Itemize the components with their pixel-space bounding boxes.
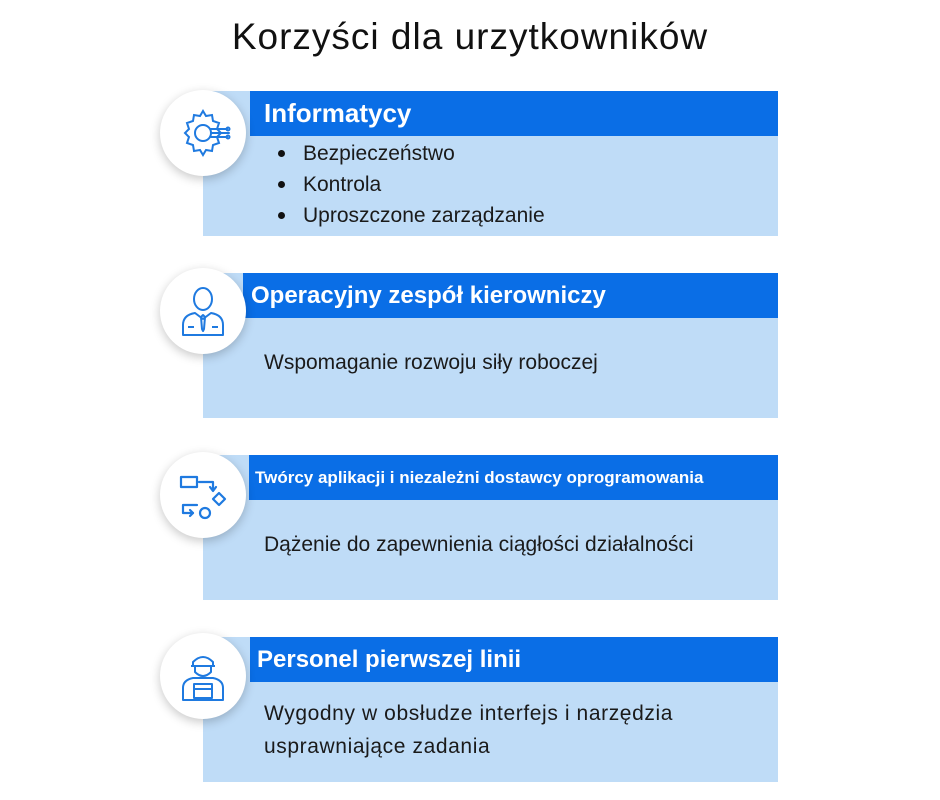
list-item: Bezpieczeństwo [275, 138, 778, 169]
workflow-icon [175, 467, 231, 523]
card-text-line: Wygodny w obsłudze interfejs i narzędzia [264, 702, 674, 725]
card-text: Wspomaganie rozwoju siły roboczej [264, 351, 598, 374]
page-title: Korzyści dla urzytkowników [231, 16, 709, 57]
card-informatycy [203, 91, 778, 236]
card-body [264, 351, 778, 375]
card-text: Dążenie do zapewnienia ciągłości działalności [264, 533, 694, 556]
card-header [250, 91, 778, 136]
badge-tworcy [160, 452, 246, 538]
card-header [243, 273, 778, 318]
card-header-label: Personel pierwszej linii [257, 645, 522, 673]
card-header [250, 637, 778, 682]
gear-circuit-icon [175, 105, 231, 161]
bullet-list [275, 138, 778, 231]
card-header-label: Informatycy [264, 98, 412, 128]
manager-person-icon [175, 283, 231, 339]
badge-operacyjny [160, 268, 246, 354]
card-text-line: usprawniające zadania [264, 735, 491, 758]
delivery-worker-icon [175, 648, 231, 704]
list-item: Uproszczone zarządzanie [275, 200, 778, 231]
card-operacyjny [203, 273, 778, 418]
card-tworcy [203, 455, 778, 600]
card-body [264, 697, 778, 763]
card-header-label: Operacyjny zespół kierowniczy [251, 281, 606, 309]
badge-personel [160, 633, 246, 719]
badge-informatycy [160, 90, 246, 176]
card-header [249, 455, 778, 500]
card-header-label: Twórcy aplikacji i niezależni dostawcy oprogramowania [255, 467, 704, 487]
card-body [264, 533, 778, 557]
card-personel [203, 637, 778, 782]
card-body [275, 138, 778, 231]
list-item: Kontrola [275, 169, 778, 200]
